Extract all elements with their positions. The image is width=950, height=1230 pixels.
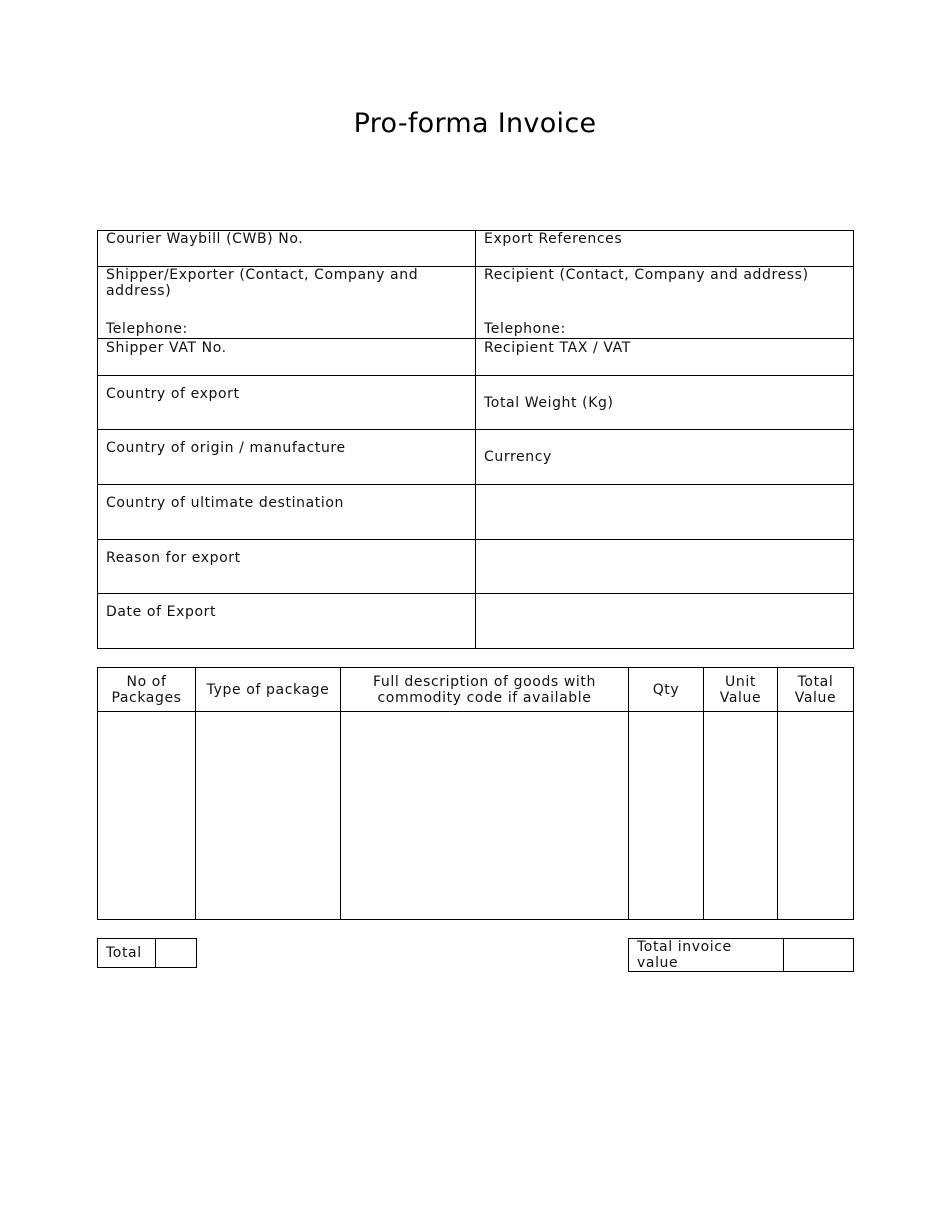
country-origin-cell[interactable]: [98, 430, 476, 485]
header-qty: Qty: [629, 668, 704, 712]
total-packages-input[interactable]: [156, 939, 197, 968]
export-references-label: Export References: [484, 231, 623, 247]
header-description: Full description of goods with commodity code if available: [341, 668, 629, 712]
total-invoice-value-label: Total invoice value: [629, 939, 784, 972]
waybill-cell[interactable]: [98, 231, 476, 267]
shipment-info-table: [97, 230, 854, 649]
currency-label: Currency: [484, 449, 552, 465]
unit-value-input-cell[interactable]: [704, 712, 778, 920]
empty-cell-date[interactable]: [476, 594, 854, 649]
goods-table: [97, 667, 854, 920]
header-packages: No of Packages: [98, 668, 196, 712]
page-title: Pro-forma Invoice: [353, 108, 597, 139]
reason-label: Reason for export: [106, 550, 241, 566]
shipper-label: Shipper/Exporter (Contact, Company and address): [106, 267, 419, 299]
reason-cell[interactable]: [98, 540, 476, 594]
total-weight-label: Total Weight (Kg): [484, 394, 614, 411]
shipper-telephone-label: Telephone:: [106, 321, 188, 337]
date-cell[interactable]: [98, 594, 476, 649]
waybill-label: Courier Waybill (CWB) No.: [106, 231, 304, 247]
total-weight-cell[interactable]: [476, 376, 854, 430]
total-packages-box: [97, 938, 197, 968]
header-unit-value: Unit Value: [704, 668, 778, 712]
total-invoice-box: [628, 938, 854, 972]
recipient-tax-cell[interactable]: [476, 339, 854, 376]
country-origin-label: Country of origin / manufacture: [106, 440, 346, 456]
shipper-cell[interactable]: [98, 267, 476, 339]
empty-cell-destination[interactable]: [476, 485, 854, 540]
recipient-label: Recipient (Contact, Company and address): [484, 267, 809, 283]
total-value-input-cell[interactable]: [778, 712, 854, 920]
header-type: Type of package: [196, 668, 341, 712]
recipient-cell[interactable]: [476, 267, 854, 339]
recipient-telephone-label: Telephone:: [484, 321, 566, 337]
qty-input-cell[interactable]: [629, 712, 704, 920]
country-export-cell[interactable]: [98, 376, 476, 430]
total-label: Total: [98, 939, 156, 968]
date-label: Date of Export: [106, 604, 217, 620]
empty-cell-reason[interactable]: [476, 540, 854, 594]
destination-cell[interactable]: [98, 485, 476, 540]
shipper-vat-cell[interactable]: [98, 339, 476, 376]
type-input-cell[interactable]: [196, 712, 341, 920]
currency-cell[interactable]: [476, 430, 854, 485]
total-invoice-value-input[interactable]: [784, 939, 854, 972]
description-input-cell[interactable]: [341, 712, 629, 920]
packages-input-cell[interactable]: [98, 712, 196, 920]
country-export-label: Country of export: [106, 386, 240, 402]
shipper-vat-label: Shipper VAT No.: [106, 340, 227, 356]
export-references-cell[interactable]: [476, 231, 854, 267]
recipient-tax-label: Recipient TAX / VAT: [484, 340, 631, 356]
header-total-value: Total Value: [778, 668, 854, 712]
destination-label: Country of ultimate destination: [106, 495, 344, 511]
